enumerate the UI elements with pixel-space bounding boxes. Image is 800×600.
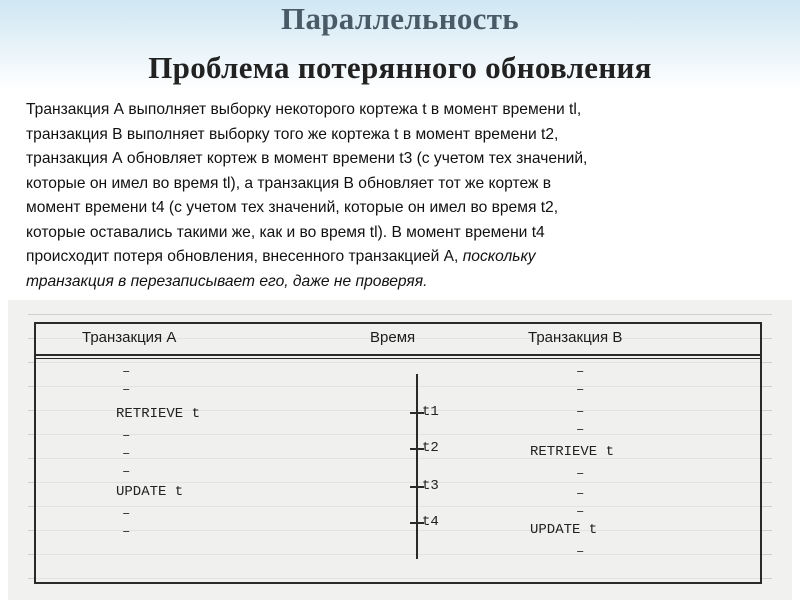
body-italic-text: поскольку (462, 248, 536, 265)
body-line: транзакция В выполняет выборку того же кортежа t в момент времени t2, (26, 125, 559, 143)
time-t4: t4 (422, 514, 439, 530)
header-transaction-a: Транзакция А (82, 329, 177, 346)
slide-subtitle: Проблема потерянного обновления (148, 50, 652, 85)
lost-update-table (34, 322, 762, 584)
dash-mark: – (122, 464, 131, 480)
body-line: Транзакция А выполняет выборку некоторого кортежа t в момент времени tl, (26, 101, 582, 118)
timeline-axis (416, 374, 418, 559)
dash-mark: – (122, 446, 131, 462)
dash-mark: – (576, 486, 585, 502)
dash-mark: – (576, 364, 585, 380)
dash-mark: – (122, 428, 131, 444)
body-line: которые он имел во время tl), а транзакция В обновляет тот же кортеж в (26, 174, 551, 192)
a-update-op: UPDATE t (116, 484, 184, 500)
body-line: транзакция А обновляет кортеж в момент времени t3 (с учетом тех значений, (26, 150, 588, 167)
time-t3: t3 (422, 478, 439, 494)
dash-mark: – (122, 382, 131, 398)
dash-mark: – (122, 524, 131, 540)
dash-mark: – (122, 364, 131, 380)
scanned-figure (8, 300, 792, 600)
body-italic-line: транзакция в перезаписывает его, даже не проверяя. (26, 272, 428, 290)
dash-mark: – (576, 504, 585, 520)
body-line: которые оставались такими же, как и во время tl). В момент времени t4 (26, 223, 545, 241)
body-line: момент времени t4 (с учетом тех значений, которые он имел во время t2, (26, 199, 559, 216)
dash-mark: – (576, 382, 585, 398)
a-retrieve-op: RETRIEVE t (116, 406, 201, 422)
dash-mark: – (576, 404, 585, 420)
header-time: Время (370, 329, 416, 346)
header-divider (36, 358, 760, 359)
dash-mark: – (122, 506, 131, 522)
dash-mark: – (576, 422, 585, 438)
dash-mark: – (576, 544, 585, 560)
body-line (26, 245, 771, 270)
time-t1: t1 (422, 404, 439, 420)
time-t2: t2 (422, 440, 439, 456)
b-update-op: UPDATE t (530, 522, 598, 538)
slide-title: Параллельность (281, 1, 519, 36)
dash-mark: – (576, 466, 585, 482)
body-paragraph (26, 98, 771, 294)
b-retrieve-op: RETRIEVE t (530, 444, 615, 460)
header-divider (36, 354, 760, 356)
body-line-text: происходит потеря обновления, внесенного транзакцией А, (26, 248, 459, 265)
header-transaction-b: Транзакция В (528, 329, 623, 346)
